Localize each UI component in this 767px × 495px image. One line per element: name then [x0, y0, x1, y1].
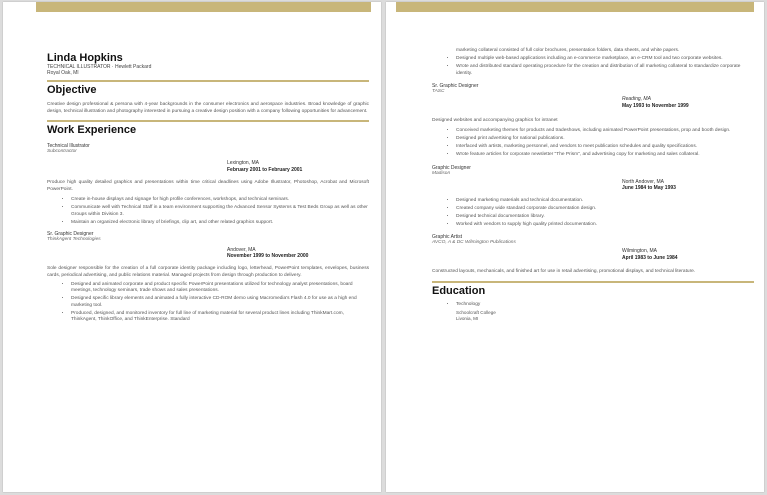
job-bullet: • Maintain an organized electronic library of briefings, clip art, and other related graphics support.: [71, 220, 369, 227]
job-title: Technical Illustrator: [47, 143, 90, 150]
page-accent-bar: [36, 2, 371, 12]
job-dates: April 1983 to June 1984: [622, 254, 678, 261]
candidate-name: Linda Hopkins: [47, 52, 123, 64]
job-entry: [432, 83, 754, 159]
job-location: North Andover, MA: [622, 178, 664, 185]
education-degree: • Technology: [456, 302, 754, 309]
job-company: AVCO, A & DC Wilmington Publications: [432, 240, 516, 246]
job-bullet: • Designed and animated corporate and product specific PowerPoint presentations utilized for technology analyst presentations, board meetings, technology seminars, trade shows and sales presentations.: [71, 282, 369, 295]
education-location: Livonia, MI: [456, 316, 479, 322]
job-bullet: • Worked with vendors to supply high quality printed documentation.: [456, 222, 754, 229]
job-company: TASC: [432, 89, 445, 95]
job-bullet: • Create in-house displays and signage for high profile conferences, workshops, and technical seminars.: [71, 197, 369, 204]
job-entry: [432, 165, 754, 229]
job-dates: November 1999 to November 2000: [227, 253, 309, 260]
job-location: Lexington, MA: [227, 160, 259, 167]
resume-page-1: [3, 2, 381, 492]
continued-bullets: [432, 48, 754, 55]
job-company: Madison: [432, 170, 451, 176]
job-description: Produce high quality detailed graphics and presentations within time critical deadlines using Adobe Illustrator, Photoshop, Acrobat and Microsoft PowerPoint.: [47, 180, 369, 193]
job-company: Subcontractor: [47, 149, 77, 155]
job-bullet: • Interfaced with artists, marketing personnel, and vendors to meet publication schedules and quality specifications.: [456, 144, 754, 151]
job-bullets: [47, 197, 369, 226]
job-bullet: • Conceived marketing themes for products and tradeshows, including animated PowerPoint presentations, prop and booth design.: [456, 128, 754, 135]
job-entry: [432, 234, 754, 275]
objective-text: Creative design professional & persona with 4-year backgrounds in the consumer electronics and aerospace industries. Broad knowledge of graphic design, technical illustration and photography interested in pursuing a creative design position with a company following opportunities for advancement.: [47, 102, 369, 115]
job-dates: May 1993 to November 1999: [622, 102, 689, 109]
job-company: ThinkAgent Technologies: [47, 236, 101, 242]
continued-bullets: [432, 56, 754, 77]
job-bullet: • Designed specific library elements and animated a fully interactive CD-ROM demo using Macromedia's Flash 4.0 for use as a high end marketing tool.: [71, 296, 369, 309]
job-entry: [47, 143, 369, 226]
education-list: [432, 302, 754, 309]
job-bullet: • Produced, designed, and monitored inventory for full line of marketing material for several product lines including ThinkMart.com, ThinkAgent, ThinkOffice, and ThinkEnterprise. Standard: [71, 311, 369, 324]
objective-heading: Objective: [47, 80, 369, 97]
job-bullet-continued: marketing collateral consisted of full color brochures, presentation folders, data sheets, and white papers.: [456, 48, 680, 53]
job-bullets: [47, 282, 369, 324]
job-bullet: • Designed multiple web-based applications including an e-commerce marketplace, an e-CRM tool and two corporate websites.: [456, 56, 754, 63]
job-title: Graphic Designer: [432, 164, 471, 171]
job-location: Wilmington, MA: [622, 248, 658, 255]
education-heading: Education: [432, 281, 754, 298]
resume-page-2: [386, 2, 764, 492]
job-title: Sr. Graphic Designer: [47, 230, 94, 237]
job-entry: [47, 231, 369, 324]
job-bullet: • Wrote feature articles for corporate newsletter "The Prism", and advertising copy for marketing and sales collateral.: [456, 152, 754, 159]
job-bullet: • Designed technical documentation library.: [456, 214, 754, 221]
education-school: Schoolcraft College: [456, 310, 496, 316]
job-dates: June 1984 to May 1993: [622, 185, 676, 192]
job-description: Sole designer responsible for the creation of a full corporate identity package including logo, letterhead, PowerPoint templates, envelopes, business cards, periodical advertising, and public relations material. Managed projects from design through production to delivery.: [47, 265, 369, 278]
job-title: Sr. Graphic Designer: [432, 83, 479, 90]
candidate-location: Royal Oak, MI: [47, 70, 79, 77]
work-experience-heading: Work Experience: [47, 120, 369, 137]
job-location: Andover, MA: [227, 246, 256, 253]
job-bullet: • Wrote and distributed standard operating procedure for the creation and distribution of all marketing collateral to standardize corporate identity.: [456, 64, 754, 77]
job-location: Reading, MA: [622, 96, 651, 103]
education-details: [432, 310, 754, 322]
job-description: Constructed layouts, mechanicals, and finished art for use in retail advertising, promotional displays, and technical literature.: [432, 269, 696, 275]
job-bullets: [432, 128, 754, 159]
job-bullet: • Designed marketing materials and technical documentation.: [456, 198, 754, 205]
job-bullet: • Communicate well with Technical Staff in a team environment supporting the Advanced Sensor Systems & Test Beds Group as well as other Groups within Division 3.: [71, 205, 369, 218]
job-description: Designed websites and accompanying graphics for intranet: [432, 118, 558, 124]
job-dates: February 2001 to February 2001: [227, 166, 303, 173]
job-title: Graphic Artist: [432, 234, 463, 241]
job-bullets: [432, 198, 754, 229]
job-bullet: • Created company wide standard corporate documentation design.: [456, 206, 754, 213]
page-accent-bar: [396, 2, 754, 12]
job-bullet: • Designed print advertising for national publications.: [456, 136, 754, 143]
candidate-subtitle: TECHNICAL ILLUSTRATOR · Hewlett Packard: [47, 64, 152, 70]
